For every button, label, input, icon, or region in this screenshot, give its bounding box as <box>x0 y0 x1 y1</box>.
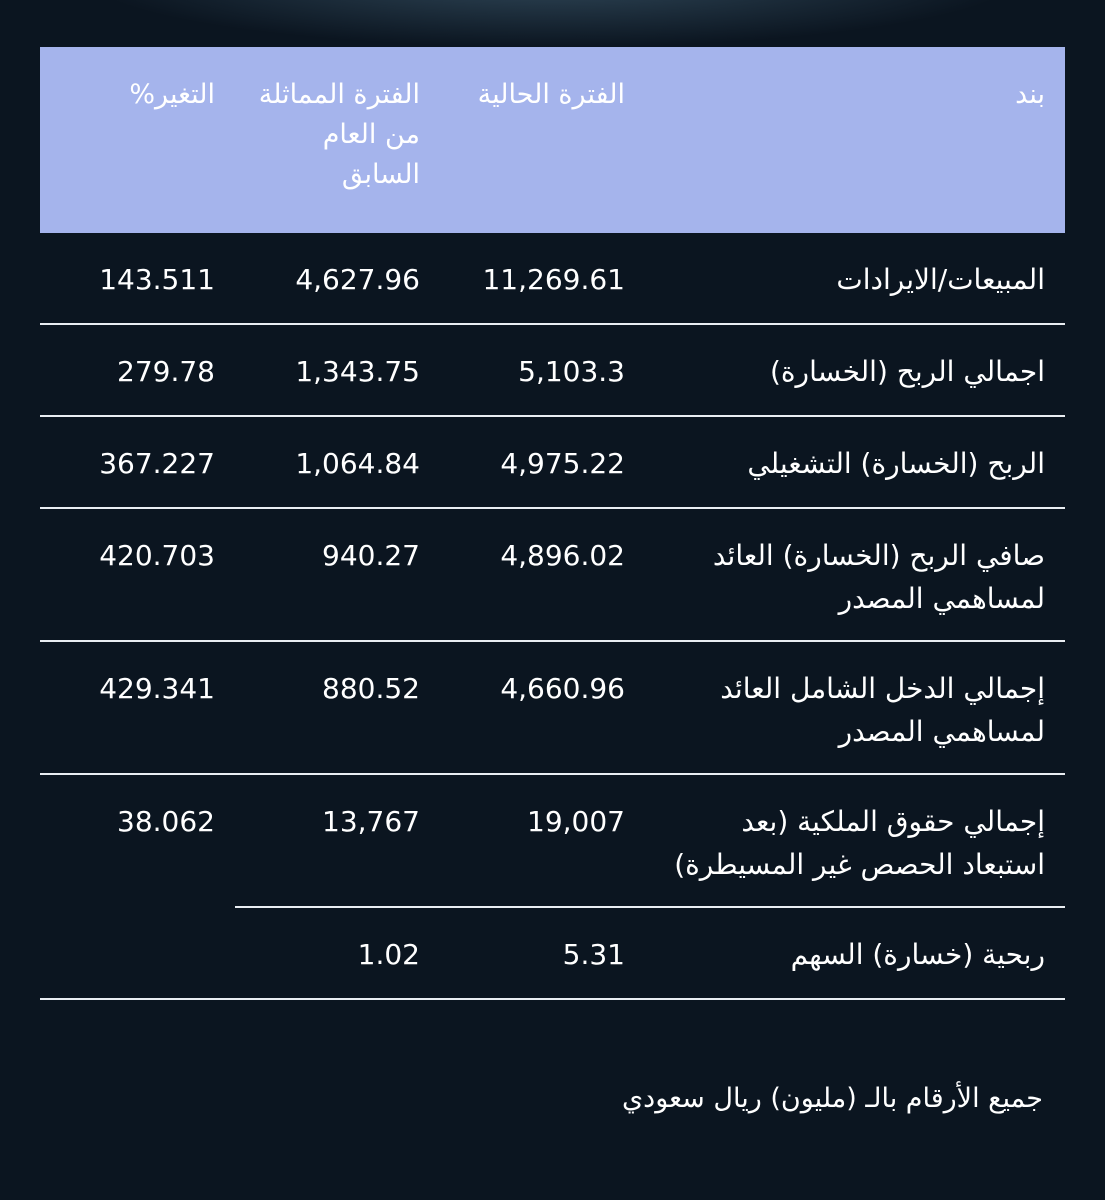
cell-change: 420.703 <box>40 508 235 641</box>
financial-results-table-wrapper <box>40 47 1065 1000</box>
header-previous-period: الفترة المماثلة من العام السابق <box>235 47 440 233</box>
cell-item: ربحية (خسارة) السهم <box>645 907 1065 999</box>
cell-previous: 4,627.96 <box>235 233 440 324</box>
cell-item: المبيعات/الايرادات <box>645 233 1065 324</box>
header-current-period: الفترة الحالية <box>440 47 645 233</box>
cell-change <box>40 907 235 999</box>
table-row <box>40 774 1065 907</box>
table-row <box>40 416 1065 508</box>
cell-item: اجمالي الربح (الخسارة) <box>645 324 1065 416</box>
units-footnote: جميع الأرقام بالـ (مليون) ريال سعودي <box>622 1083 1043 1114</box>
cell-current: 11,269.61 <box>440 233 645 324</box>
cell-item: صافي الربح (الخسارة) العائد لمساهمي المصدر <box>645 508 1065 641</box>
cell-change: 279.78 <box>40 324 235 416</box>
cell-current: 4,896.02 <box>440 508 645 641</box>
cell-change: 38.062 <box>117 805 215 838</box>
cell-previous: 1,064.84 <box>235 416 440 508</box>
header-item: بند <box>645 47 1065 233</box>
financial-results-table <box>40 47 1065 1000</box>
table-row <box>40 641 1065 774</box>
table-body <box>40 233 1065 999</box>
header-change-percent: التغير% <box>40 47 235 233</box>
cell-current: 5.31 <box>440 907 645 999</box>
cell-change: 367.227 <box>40 416 235 508</box>
cell-previous: 1.02 <box>235 907 440 999</box>
cell-previous: 1,343.75 <box>235 324 440 416</box>
cell-current: 4,660.96 <box>440 641 645 774</box>
cell-current: 4,975.22 <box>440 416 645 508</box>
cell-previous: 13,767 <box>235 774 440 907</box>
table-row <box>40 508 1065 641</box>
cell-change: 143.511 <box>40 233 235 324</box>
table-row <box>40 324 1065 416</box>
cell-previous: 940.27 <box>235 508 440 641</box>
cell-change: 429.341 <box>40 641 235 774</box>
table-row <box>40 233 1065 324</box>
cell-item: الربح (الخسارة) التشغيلي <box>645 416 1065 508</box>
cell-item: إجمالي حقوق الملكية (بعد استبعاد الحصص غير المسيطرة) <box>645 774 1065 907</box>
cell-current: 5,103.3 <box>440 324 645 416</box>
cell-current: 19,007 <box>440 774 645 907</box>
cell-item: إجمالي الدخل الشامل العائد لمساهمي المصدر <box>645 641 1065 774</box>
header-row <box>40 47 1065 233</box>
table-row <box>40 907 1065 999</box>
table-header <box>40 47 1065 233</box>
cell-previous: 880.52 <box>235 641 440 774</box>
